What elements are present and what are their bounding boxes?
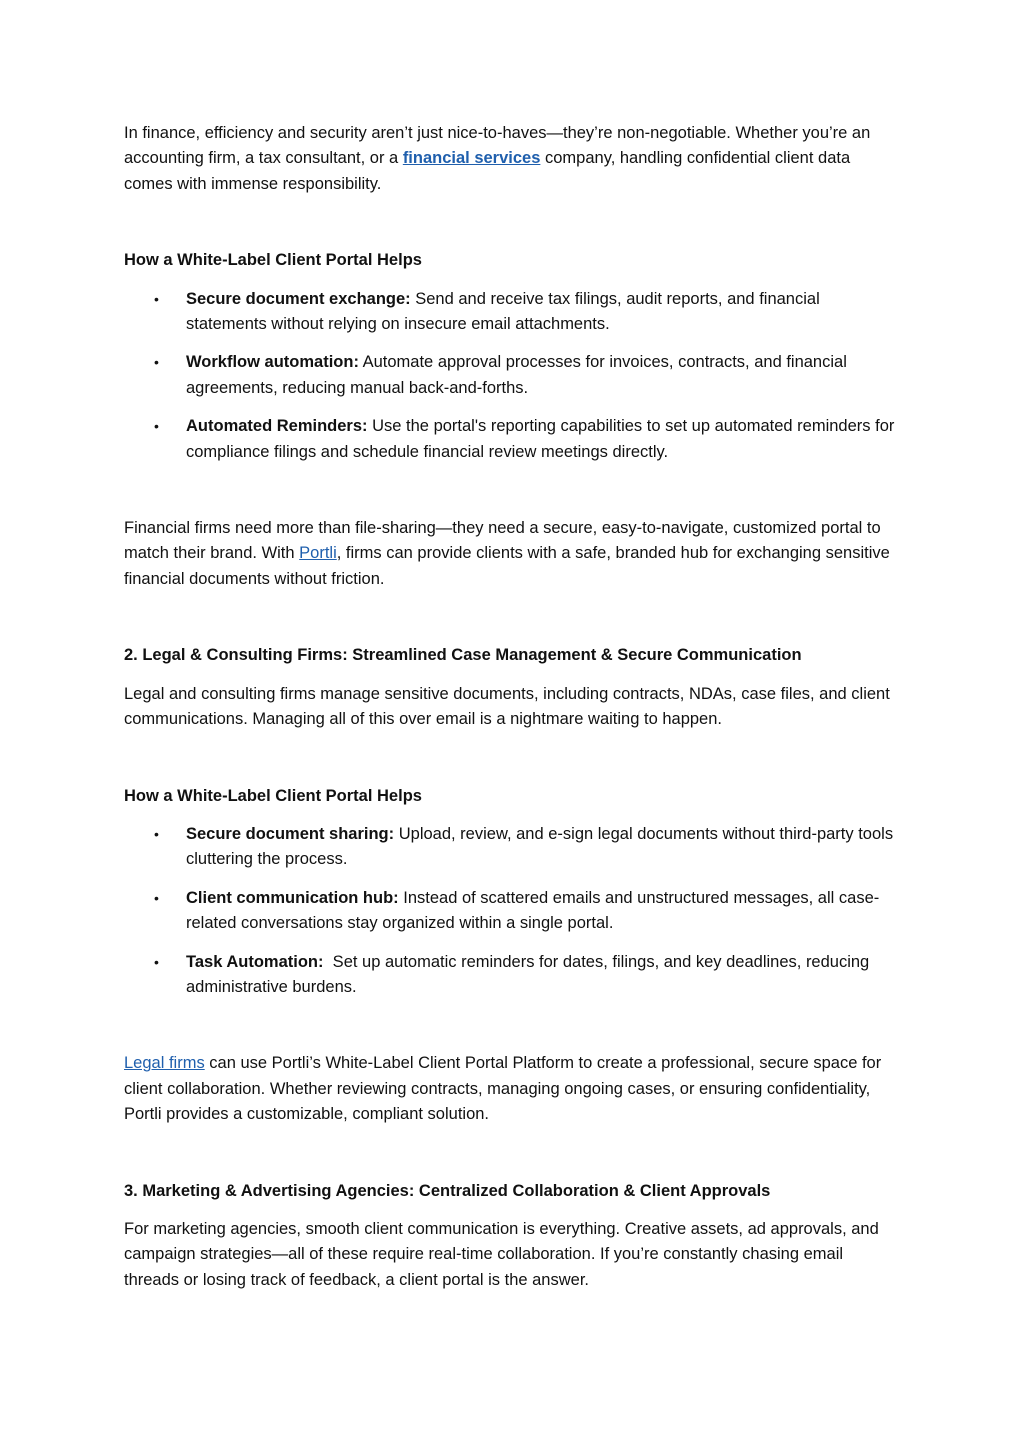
- list-item: [124, 822, 900, 873]
- document-page: [124, 121, 900, 1293]
- list-item-text: Send and receive tax filings, audit reports, and financial statements without relying on insecure email attachments.: [186, 289, 820, 334]
- legal-outro-paragraph: [124, 1051, 900, 1127]
- list-item: [124, 886, 900, 937]
- bullet-icon: •: [154, 290, 159, 307]
- list-item-lead: Client communication hub:: [186, 888, 399, 907]
- financial-services-link[interactable]: financial services: [402, 149, 541, 168]
- list-item: [124, 350, 900, 401]
- finance-outro-text-before: Financial firms need more than file-sharing—they need a secure, easy-to-navigate, customized portal to match their brand. With: [124, 519, 881, 563]
- bullet-icon: •: [154, 418, 159, 435]
- bullet-icon: •: [154, 825, 159, 842]
- list-item: [124, 287, 900, 338]
- list-item-text: Upload, review, and e-sign legal documents without third-party tools cluttering the process.: [186, 824, 894, 869]
- list-spacer: [124, 937, 900, 950]
- finance-outro-text-after: , firms can provide clients with a safe, branded hub for exchanging sensitive financial documents without friction.: [124, 544, 890, 588]
- bullet-icon: •: [154, 953, 159, 970]
- list-item-text: Automate approval processes for invoices, contracts, and financial agreements, reducing manual back-and-forths.: [186, 353, 847, 397]
- list-item: [124, 414, 900, 465]
- list-item-lead: Secure document exchange:: [186, 289, 411, 308]
- intro-text-after: company, handling confidential client data comes with immense responsibility.: [124, 149, 851, 193]
- list-item-lead: Automated Reminders:: [186, 417, 368, 436]
- list-item-text: Use the portal's reporting capabilities to set up automated reminders for compliance filings and schedule financial review meetings directly.: [186, 417, 895, 461]
- legal-helps-list: [124, 822, 900, 1000]
- list-item-text: Set up automatic reminders for dates, filings, and key deadlines, reducing administrative burdens.: [186, 952, 874, 996]
- list-item: [124, 950, 900, 1001]
- list-item-text: Instead of scattered emails and unstructured messages, all case-related conversations stay organized within a single portal.: [186, 888, 880, 933]
- legal-outro-text-after: can use Portli’s White-Label Client Portal Platform to create a professional, secure space for client collaboration. Whether reviewing contracts, managing ongoing cases, or ensuring confidentiality, Portli provides a customizable, compliant solution.: [124, 1054, 882, 1124]
- intro-paragraph: [124, 121, 900, 197]
- legal-section-heading: 2. Legal & Consulting Firms: Streamlined Case Management & Secure Communication: [124, 646, 802, 665]
- list-spacer: [124, 401, 900, 414]
- list-spacer: [124, 337, 900, 350]
- list-item-lead: Workflow automation:: [186, 353, 359, 372]
- legal-helps-heading: How a White-Label Client Portal Helps: [124, 786, 422, 805]
- finance-outro-paragraph: [124, 516, 900, 592]
- marketing-section-body: For marketing agencies, smooth client communication is everything. Creative assets, ad approvals, and campaign strategies—all of these require real-time collaboration. If you’re constantly chasing email threads or losing track of feedback, a client portal is the answer.: [124, 1219, 879, 1289]
- portli-link[interactable]: Portli: [299, 544, 337, 563]
- finance-helps-heading: How a White-Label Client Portal Helps: [124, 251, 422, 270]
- bullet-icon: •: [154, 889, 159, 906]
- legal-firms-link[interactable]: Legal firms: [124, 1054, 205, 1073]
- intro-text-before: In finance, efficiency and security aren’t just nice-to-haves—they’re non-negotiable. Whether you’re an accounting firm, a tax consultant, or a: [124, 124, 871, 168]
- bullet-icon: •: [154, 354, 159, 371]
- list-item-lead: Task Automation:: [186, 952, 324, 971]
- finance-helps-list: [124, 287, 900, 465]
- list-item-lead: Secure document sharing:: [186, 824, 395, 843]
- legal-section-body: Legal and consulting firms manage sensitive documents, including contracts, NDAs, case files, and client communications. Managing all of this over email is a nightmare waiting to happen.: [124, 684, 890, 729]
- marketing-section-heading: 3. Marketing & Advertising Agencies: Centralized Collaboration & Client Approvals: [124, 1181, 771, 1200]
- list-spacer: [124, 873, 900, 886]
